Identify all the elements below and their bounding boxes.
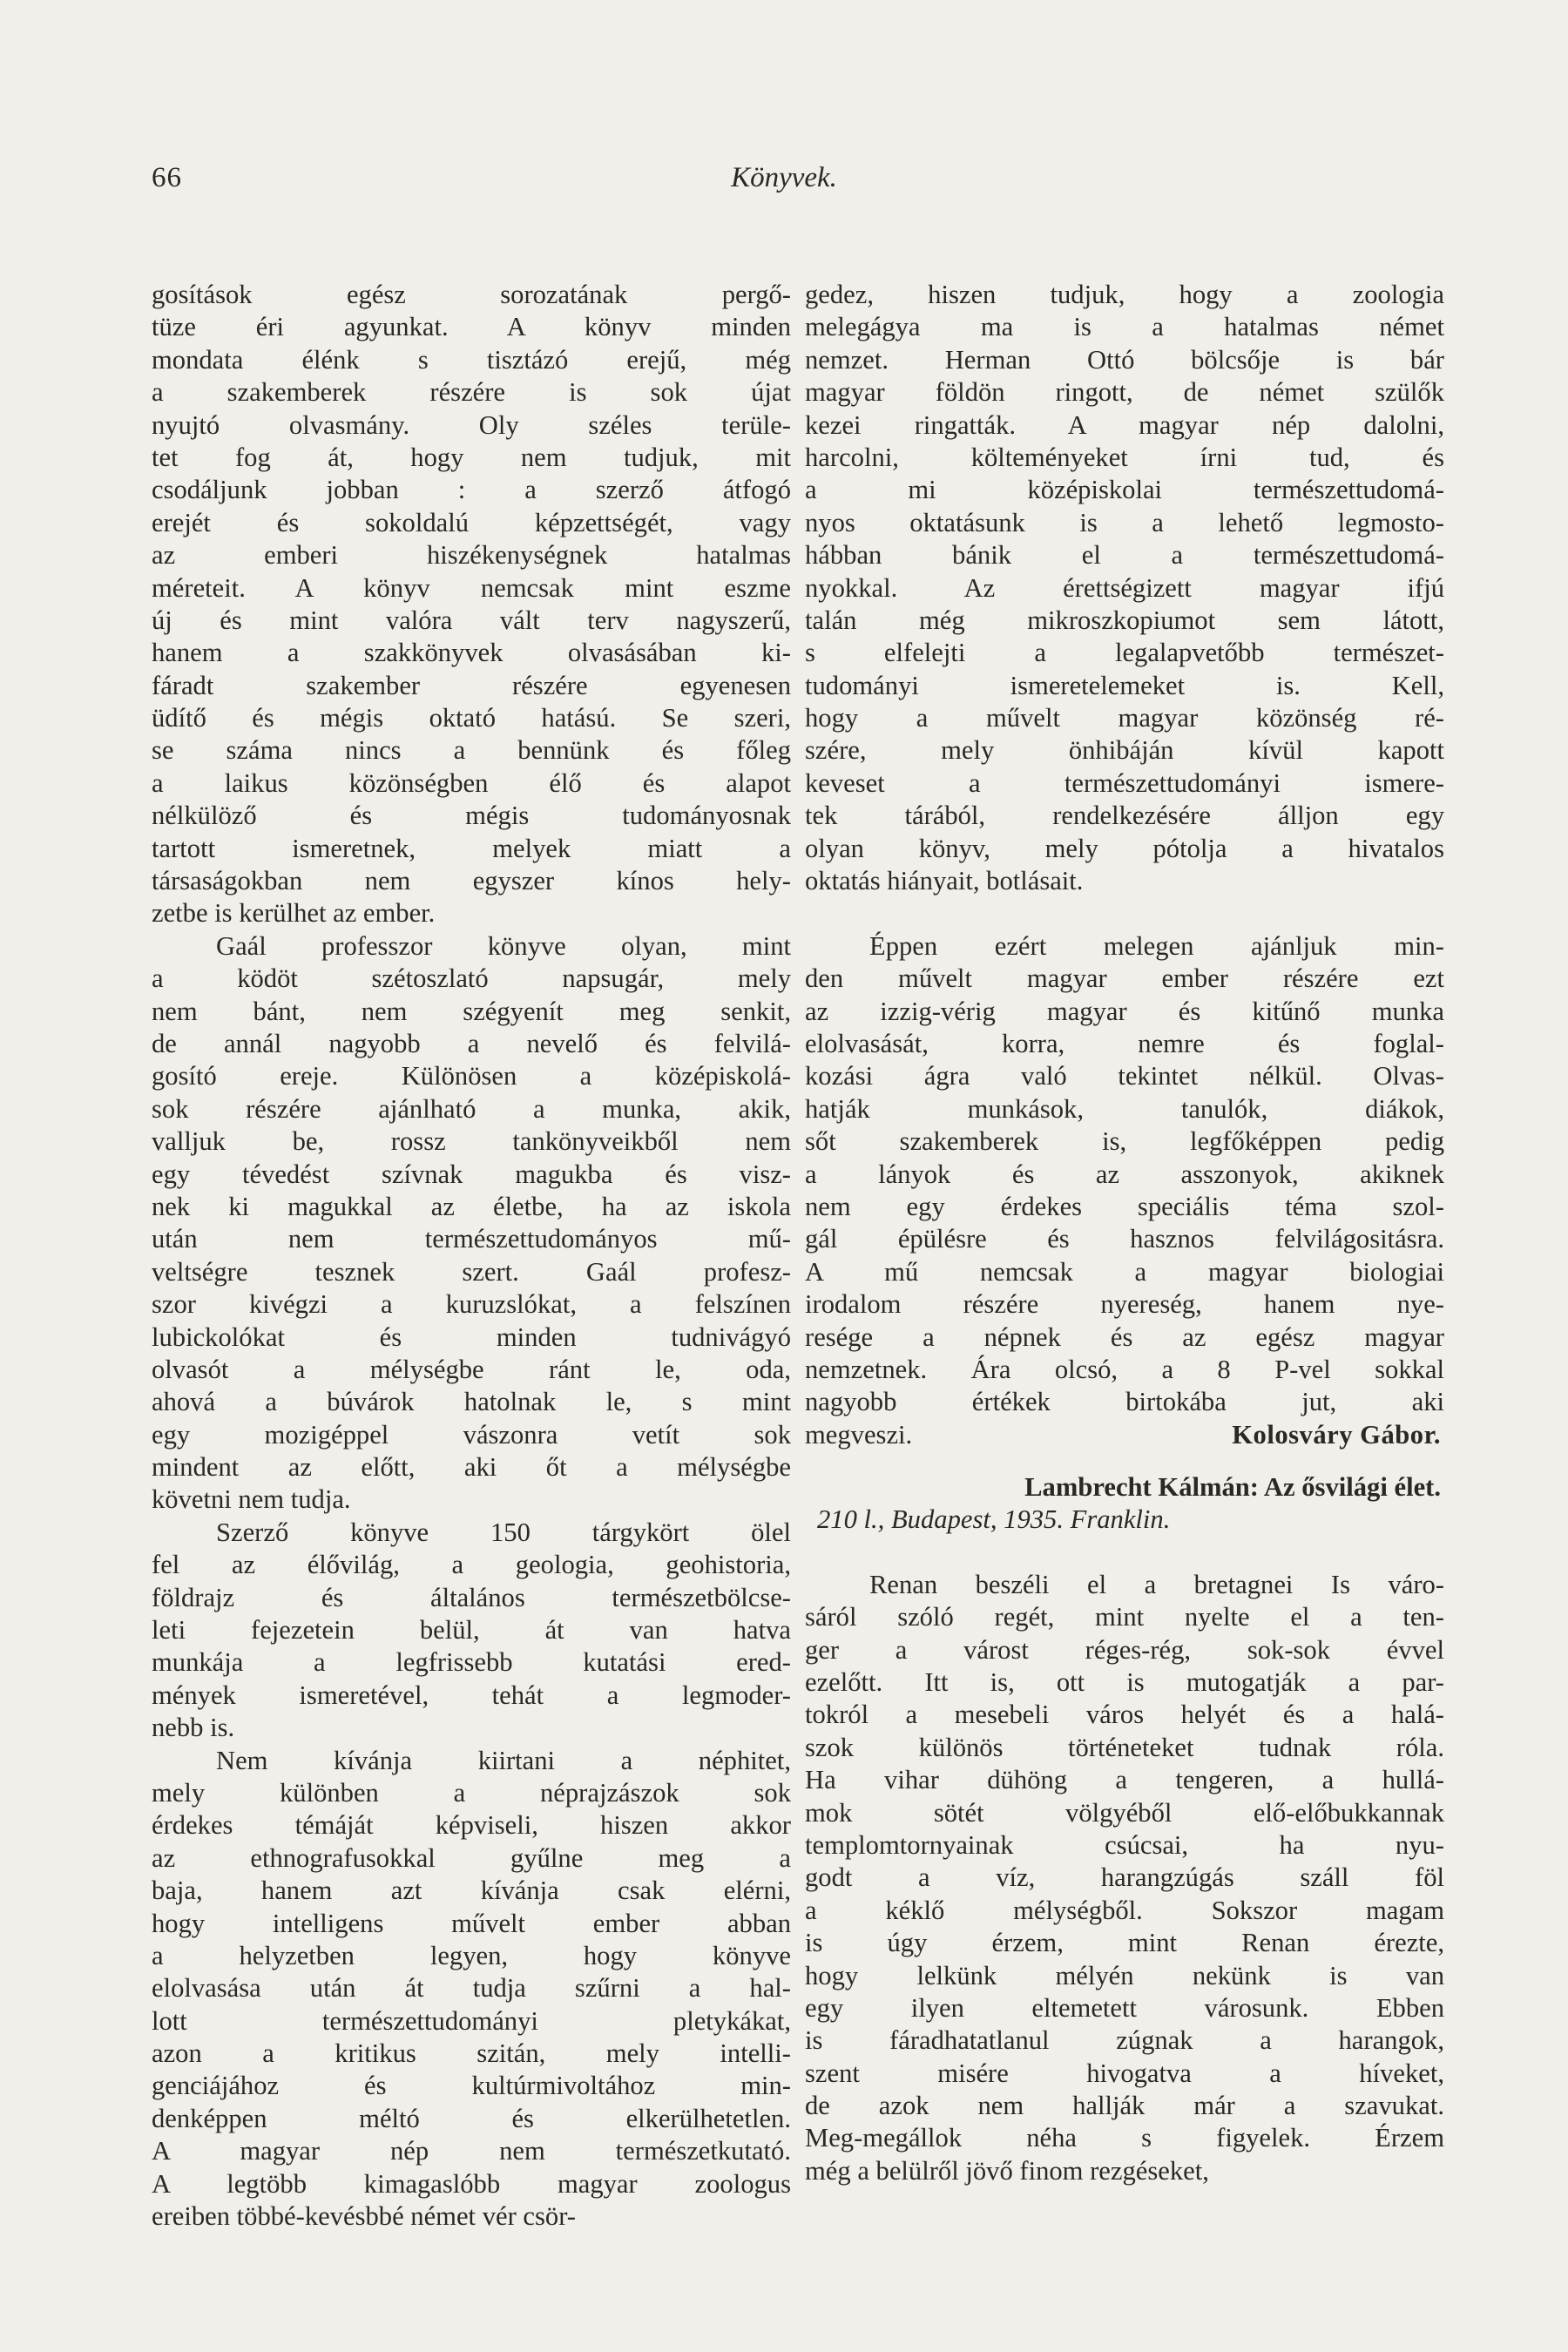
text-line: szor kivégzi a kuruzslókat, a felszínen bbox=[152, 1289, 791, 1320]
text-line: resége a népnek és az egész magyar bbox=[805, 1321, 1444, 1352]
text-line: gosítások egész sorozatának pergő- bbox=[152, 280, 791, 309]
right-paragraph-1 bbox=[805, 279, 1444, 897]
text-line: hogy lelkünk mélyén nekünk is van bbox=[805, 1960, 1444, 1990]
right-column bbox=[805, 279, 1444, 2187]
text-line: A mű nemcsak a magyar biologiai bbox=[805, 1256, 1444, 1287]
text-line: az ethnografusokkal gyűlne meg a bbox=[152, 1842, 791, 1873]
text-line: de annál nagyobb a nevelő és felvilá- bbox=[152, 1028, 791, 1058]
text-line: az emberi hiszékenységnek hatalmas bbox=[152, 540, 791, 571]
text-line: Szerző könyve 150 tárgykört ölel bbox=[216, 1517, 791, 1547]
text-line: hogy intelligens művelt ember abban bbox=[152, 1908, 791, 1938]
text-line: mondata élénk s tisztázó erejű, még bbox=[152, 344, 791, 375]
text-line: a laikus közönségben élő és alapot bbox=[152, 767, 791, 798]
text-line: hábban bánik el a természettudomá- bbox=[805, 540, 1444, 571]
text-line: nem bánt, nem szégyenít meg senkit, bbox=[152, 996, 791, 1026]
text-line: tartott ismeretnek, melyek miatt a bbox=[152, 833, 791, 863]
closing-word: megveszi. bbox=[805, 1419, 913, 1450]
text-line: követni nem tudja. bbox=[152, 1484, 351, 1515]
text-line: lott természettudományi pletykákat, bbox=[152, 2005, 791, 2036]
text-line: a kéklő mélységből. Sokszor magam bbox=[805, 1895, 1444, 1925]
text-line: csodáljunk jobban : a szerző átfogó bbox=[152, 475, 791, 505]
text-line: zetbe is kerülhet az ember. bbox=[152, 898, 436, 929]
text-line: a lányok és az asszonyok, akiknek bbox=[805, 1159, 1444, 1189]
text-line: a mi középiskolai természettudomá- bbox=[805, 475, 1444, 505]
text-line: erejét és sokoldalú képzettségét, vagy bbox=[152, 507, 791, 537]
text-line: den művelt magyar ember részére ezt bbox=[805, 963, 1444, 994]
text-line: elolvasása után át tudja szűrni a hal- bbox=[152, 1973, 791, 2004]
text-line: mények ismeretével, tehát a legmoder- bbox=[152, 1680, 791, 1710]
text-line: de azok nem hallják már a szavukat. bbox=[805, 2091, 1444, 2121]
text-line: nyokkal. Az érettségizett magyar ifjú bbox=[805, 572, 1444, 603]
text-line: Éppen ezért melegen ajánljuk min- bbox=[869, 930, 1444, 961]
text-line: A magyar nép nem természetkutató. bbox=[152, 2136, 791, 2166]
text-line: fáradt szakember részére egyenesen bbox=[152, 670, 791, 700]
text-line: Meg-megállok néha s figyelek. Érzem bbox=[805, 2123, 1444, 2153]
text-line: se száma nincs a bennünk és főleg bbox=[152, 735, 791, 766]
text-line: gedez, hiszen tudjuk, hogy a zoologia bbox=[805, 280, 1444, 309]
book-imprint: 210 l., Budapest, 1935. Franklin. bbox=[817, 1504, 1171, 1535]
text-line: genciájához és kultúrmivoltához min- bbox=[152, 2071, 791, 2101]
text-line: egy ilyen eltemetett városunk. Ebben bbox=[805, 1992, 1444, 2023]
text-line: nyos oktatásunk is a lehető legmosto- bbox=[805, 507, 1444, 537]
text-line: magyar földön ringott, de német szülők bbox=[805, 377, 1444, 408]
book-title-heading: Lambrecht Kálmán: Az ősvilági élet. bbox=[1024, 1471, 1441, 1502]
text-line: Ha vihar dühöng a tengeren, a hullá- bbox=[805, 1765, 1444, 1795]
right-paragraph-2 bbox=[805, 930, 1444, 1419]
text-line: az izzig-vérig magyar és kitűnő munka bbox=[805, 996, 1444, 1026]
text-line: godt a víz, harangzúgás száll föl bbox=[805, 1862, 1444, 1893]
text-line: szére, mely önhibáján kívül kapott bbox=[805, 735, 1444, 766]
text-line: tokról a mesebeli város helyét és a halá- bbox=[805, 1700, 1444, 1730]
text-line: hogy a művelt magyar közönség ré- bbox=[805, 703, 1444, 733]
text-line: leti fejezetein belül, át van hatva bbox=[152, 1615, 791, 1646]
text-line: munkája a legfrissebb kutatási ered- bbox=[152, 1647, 791, 1678]
text-line: Renan beszéli el a bretagnei Is váro- bbox=[869, 1569, 1444, 1599]
text-line: olyan könyv, mely pótolja a hivatalos bbox=[805, 833, 1444, 863]
text-line: ahová a búvárok hatolnak le, s mint bbox=[152, 1387, 791, 1417]
text-line: földrajz és általános természetbölcse- bbox=[152, 1582, 791, 1612]
text-line: nyujtó olvasmány. Oly széles terüle- bbox=[152, 409, 791, 440]
text-line: üdítő és mégis oktató hatású. Se szeri, bbox=[152, 703, 791, 733]
text-line: méreteit. A könyv nemcsak mint eszme bbox=[152, 572, 791, 603]
text-line: után nem természettudományos mű- bbox=[152, 1224, 791, 1254]
text-line: tek tárából, rendelkezésére álljon egy bbox=[805, 801, 1444, 831]
text-line: ger a várost réges-rég, sok-sok évvel bbox=[805, 1634, 1444, 1665]
text-line: tet fog át, hogy nem tudjuk, mit bbox=[152, 442, 791, 472]
text-line: még a belülről jövő finom rezgéseket, bbox=[805, 2155, 1209, 2186]
text-line: elolvasását, korra, nemre és foglal- bbox=[805, 1028, 1444, 1058]
text-line: A legtöbb kimagaslóbb magyar zoologus bbox=[152, 2168, 791, 2199]
text-line: Nem kívánja kiirtani a néphitet, bbox=[216, 1745, 791, 1775]
text-line: szok különös történeteket tudnak róla. bbox=[805, 1732, 1444, 1762]
text-line: érdekes témáját képviseli, hiszen akkor bbox=[152, 1810, 791, 1841]
text-line: azon a kritikus szitán, mely intelli- bbox=[152, 2038, 791, 2069]
text-line: Gaál professzor könyve olyan, mint bbox=[216, 930, 791, 961]
text-line: nem egy érdekes speciális téma szol- bbox=[805, 1191, 1444, 1221]
text-line: nemzet. Herman Ottó bölcsője is bár bbox=[805, 344, 1444, 375]
text-line: hatják munkások, tanulók, diákok, bbox=[805, 1093, 1444, 1124]
text-line: ezelőtt. Itt is, ott is mutogatják a par- bbox=[805, 1667, 1444, 1698]
text-line: lubickolókat és minden tudnivágyó bbox=[152, 1321, 791, 1352]
text-line: olvasót a mélységbe ránt le, oda, bbox=[152, 1354, 791, 1384]
text-line: sok részére ajánlható a munka, akik, bbox=[152, 1093, 791, 1124]
text-line: a ködöt szétoszlató napsugár, mely bbox=[152, 963, 791, 994]
text-line: baja, hanem azt kívánja csak elérni, bbox=[152, 1876, 791, 1906]
text-line: szent misére hivogatva a híveket, bbox=[805, 2058, 1444, 2088]
text-line: gál épülésre és hasznos felvilágositásra. bbox=[805, 1224, 1444, 1254]
text-line: kezei ringatták. A magyar nép dalolni, bbox=[805, 409, 1444, 440]
text-line: a helyzetben legyen, hogy könyve bbox=[152, 1940, 791, 1970]
text-line: valljuk be, rossz tankönyveikből nem bbox=[152, 1126, 791, 1157]
text-line: a szakemberek részére is sok újat bbox=[152, 377, 791, 408]
text-line: sőt szakemberek is, legfőképpen pedig bbox=[805, 1126, 1444, 1157]
text-line: talán még mikroszkopiumot sem látott, bbox=[805, 605, 1444, 635]
text-line: irodalom részére nyereség, hanem nye- bbox=[805, 1289, 1444, 1320]
text-line: nebb is. bbox=[152, 1713, 235, 1743]
running-head: Könyvek. bbox=[731, 162, 837, 193]
text-line: tudományi ismeretelemeket is. Kell, bbox=[805, 670, 1444, 700]
text-line: oktatás hiányait, botlásait. bbox=[805, 866, 1084, 896]
text-line: nek ki magukkal az életbe, ha az iskola bbox=[152, 1191, 791, 1221]
text-line: kozási ágra való tekintet nélkül. Olvas- bbox=[805, 1061, 1444, 1092]
signature-line bbox=[805, 1419, 1444, 1456]
text-line: denképpen méltó és elkerülhetetlen. bbox=[152, 2103, 791, 2133]
text-line: ereiben többé-kevésbbé német vér csör- bbox=[152, 2201, 576, 2232]
text-line: egy tévedést szívnak magukba és visz- bbox=[152, 1159, 791, 1189]
text-line: nélkülöző és mégis tudományosnak bbox=[152, 801, 791, 831]
text-line: mely különben a néprajzászok sok bbox=[152, 1777, 791, 1808]
right-paragraph-3 bbox=[805, 1569, 1444, 2187]
text-line: harcolni, költeményeket írni tud, és bbox=[805, 442, 1444, 472]
review-signature: Kolosváry Gábor. bbox=[1232, 1419, 1441, 1450]
text-line: mindent az előtt, aki őt a mélységbe bbox=[152, 1452, 791, 1483]
text-line: sáról szóló regét, mint nyelte el a ten- bbox=[805, 1602, 1444, 1632]
text-line: s elfelejti a legalapvetőbb természet- bbox=[805, 638, 1444, 668]
text-line: egy mozigéppel vászonra vetít sok bbox=[152, 1419, 791, 1450]
text-line: templomtornyainak csúcsai, ha nyu- bbox=[805, 1829, 1444, 1860]
text-line: keveset a természettudományi ismere- bbox=[805, 767, 1444, 798]
text-line: veltségre tesznek szert. Gaál profesz- bbox=[152, 1256, 791, 1287]
text-line: is fáradhatatlanul zúgnak a harangok, bbox=[805, 2025, 1444, 2056]
text-line: is úgy érzem, mint Renan érezte, bbox=[805, 1928, 1444, 1958]
text-line: mok sötét völgyéből elő-előbukkannak bbox=[805, 1797, 1444, 1828]
text-line: hanem a szakkönyvek olvasásában ki- bbox=[152, 638, 791, 668]
text-line: nagyobb értékek birtokába jut, aki bbox=[805, 1387, 1444, 1417]
text-line: fel az élővilág, a geologia, geohistoria, bbox=[152, 1550, 791, 1580]
page-number: 66 bbox=[152, 162, 182, 193]
text-line: nemzetnek. Ára olcsó, a 8 P-vel sokkal bbox=[805, 1354, 1444, 1384]
text-line: új és mint valóra vált terv nagyszerű, bbox=[152, 605, 791, 635]
text-line: társaságokban nem egyszer kínos hely- bbox=[152, 866, 791, 896]
text-line: tüze éri agyunkat. A könyv minden bbox=[152, 312, 791, 342]
text-line: melegágya ma is a hatalmas német bbox=[805, 312, 1444, 342]
left-column bbox=[152, 279, 791, 2233]
text-line: gosító ereje. Különösen a középiskolá- bbox=[152, 1061, 791, 1092]
